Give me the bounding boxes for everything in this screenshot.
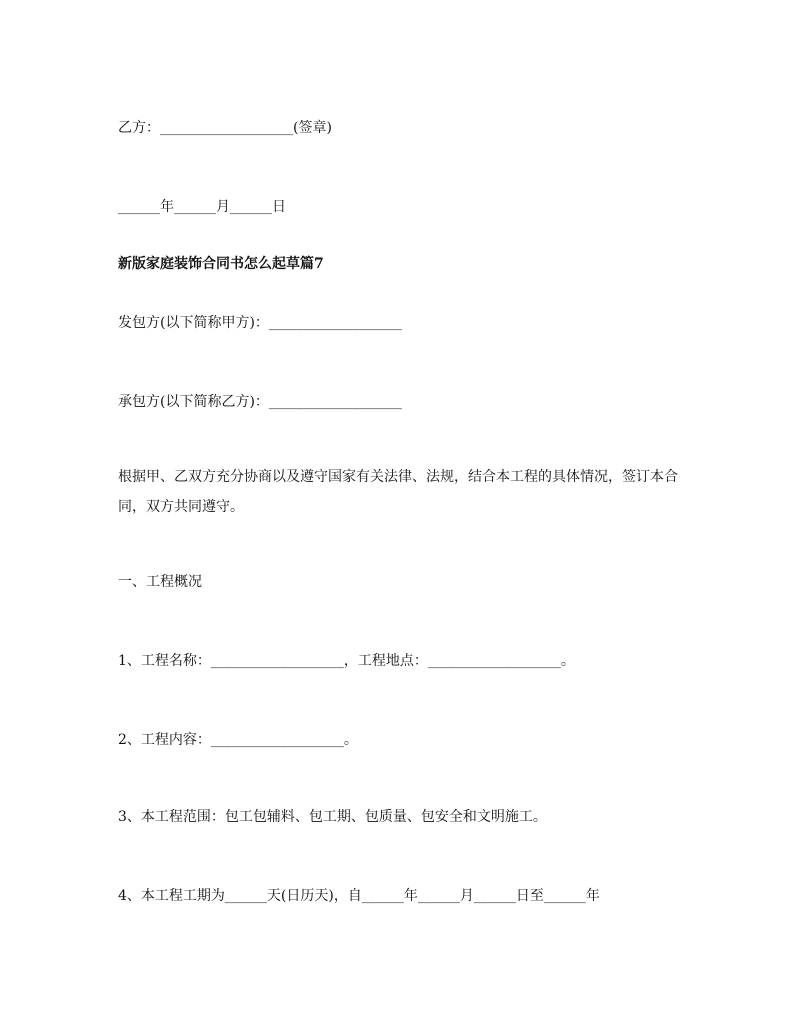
clause-1-project-name: 1、工程名称：___________________，工程地点：___________________。	[118, 653, 575, 669]
preamble-paragraph: 根据甲、乙双方充分协商以及遵守国家有关法律、法规，结合本工程的具体情况，签订本合同，双方共同遵守。	[118, 469, 678, 515]
clause-2-project-content: 2、工程内容：___________________。	[118, 732, 358, 748]
party-b-signature-line: 乙方：___________________(签章)	[118, 120, 332, 136]
section-1-heading: 一、工程概况	[118, 574, 202, 590]
clause-4-project-duration: 4、本工程工期为______天(日历天)，自______年______月______日至______年	[118, 888, 600, 904]
contractor-line: 承包方(以下简称乙方)：___________________	[118, 394, 402, 410]
date-line: ______年______月______日	[118, 199, 286, 215]
employer-line: 发包方(以下简称甲方)：___________________	[118, 315, 402, 331]
section-heading: 新版家庭装饰合同书怎么起草篇7	[118, 256, 324, 272]
clause-3-project-scope: 3、本工程范围：包工包辅料、包工期、包质量、包安全和文明施工。	[118, 809, 547, 825]
